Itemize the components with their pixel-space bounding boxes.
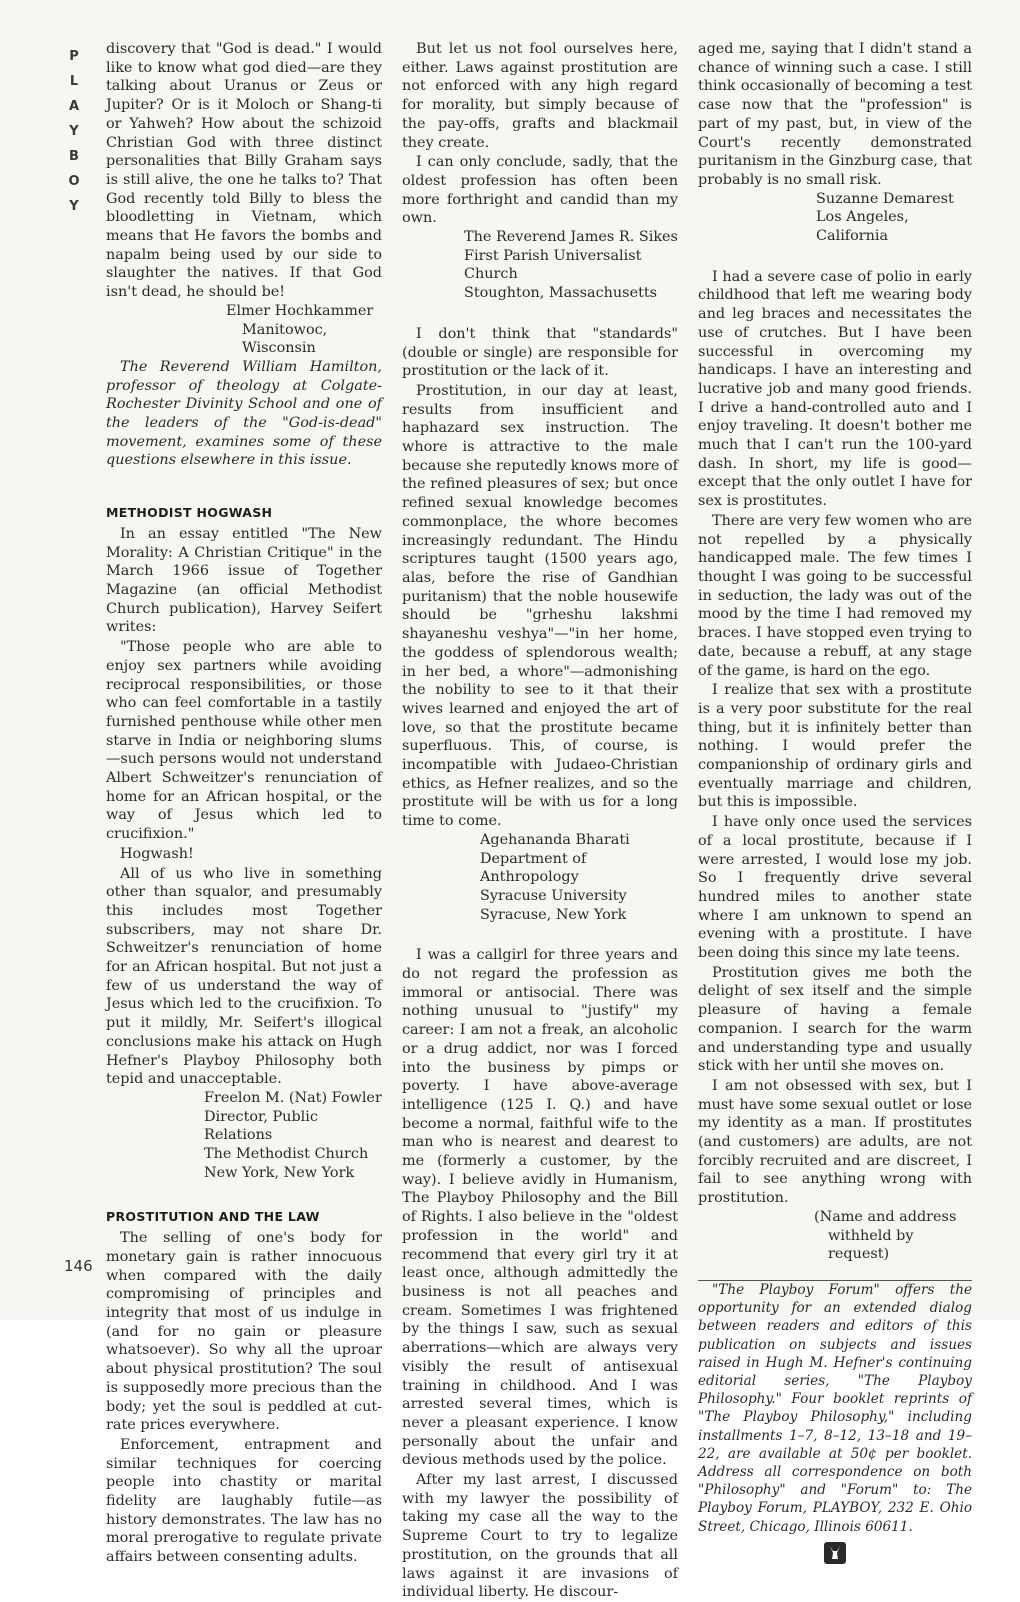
signature-title: Director, Public Relations <box>204 1108 318 1144</box>
signature-organization: The Methodist Church <box>204 1146 369 1163</box>
magazine-name-letter: O <box>68 174 80 189</box>
letter-text: I am not obsessed with sex, but I must have some sexual outlet or lose my identity as a man. If prostitutes (and customers) are adults, are not forcibly recruited and are discreet, I fail to see anything wrong with prostitution. <box>698 1077 972 1207</box>
letter-text: There are very few women who are not repelled by a physically handicapped male. The few times I thought I was going to be successful in seduction, the lady was out of the mood by the time I had removed my braces. I have stopped even trying to date, because a rebuff, at any stage of the game, is hard on the ego. <box>698 512 972 679</box>
letter-signature <box>106 1089 382 1183</box>
letter-text: I don't think that "standards" (double or single) are responsible for prostitution or the lack of it. <box>402 325 678 380</box>
magazine-name-letter: B <box>69 149 79 164</box>
signature-name: The Reverend James R. Sikes <box>464 229 678 246</box>
signature-location: Los Angeles, California <box>816 209 909 245</box>
letter-text: All of us who live in something other than squalor, and presumably this includes most Together subscribers, may not share Dr. Schweitzer's renunciation of home for an African hospital. But not just a few of us understand the way of Jesus which led to the crucifixion. To put it mildly, Mr. Seifert's illogical conclusions make his attack on Hugh Hefner's Playboy Philosophy both tepid and unacceptable. <box>106 865 382 1088</box>
letter-text: The selling of one's body for monetary gain is rather innocuous when compared with the daily compromising of principles and integrity that most of us indulge in (and for no gain or pleasure whatsoever). So why all the uproar about physical prostitution? The soul is supposedly more precious than the body; yet the soul is peddled at cut-rate prices everywhere. <box>106 1230 382 1434</box>
signature-name: Agehananda Bharati <box>480 831 630 848</box>
letter-text: aged me, saying that I didn't stand a chance of winning such a case. I still think occasionally of becoming a test case now that the "profession" is part of my past, but, in view of the Court's recently demonstrated puritanism in the Ginzburg case, that probably is no small risk. <box>698 41 972 188</box>
column-1 <box>106 40 382 1567</box>
letter-text: Prostitution, in our day at least, results from insufficient and haphazard sex instruction. The whore is attractive to the male because she reputedly knows more of the refined pleasures of sex; but once refined sexual knowledge becomes commonplace, the whore becomes increasingly redundant. The Hindu scriptures taught (1500 years ago, alas, before the rise of Gandhian puritanism) that the noble housewife should be "grheshu lakshmi shayaneshu veshya"—"in her home, the goddess of splendorous wealth; in her bed, a whore"—admonishing the nobility to see to it that their wives learned and enjoyed the art of love, so that the prostitute became superfluous. This, of course, is incompatible with Judaeo-Christian ethics, as Hefner realizes, and so the prostitute will be with us for a long time to come. <box>402 382 678 830</box>
editor-note: The Reverend William Hamilton, professor of theology at Colgate-Rochester Divinity School and one of the leaders of the "God-is-dead" movement, examines some of these questions elsewhere in this issue. <box>106 358 382 469</box>
signature-location: Syracuse, New York <box>480 906 627 923</box>
column-2 <box>402 40 678 1602</box>
magazine-name-letter: A <box>68 99 80 114</box>
letter-text: I realize that sex with a prostitute is a very poor substitute for the real thing, but it is infinitely better than nothing. I would prefer the companionship of ordinary girls and eventually marriage and children, but this is impossible. <box>698 682 972 811</box>
magazine-name-letter: Y <box>69 199 79 214</box>
magazine-name-letter: Y <box>69 124 79 139</box>
signature-department: Department of Anthropology <box>480 850 587 886</box>
forum-note: "The Playboy Forum" offers the opportunity for an extended dialog between readers and editors of this publication on subjects and issues raised in Hugh M. Hefner's continuing editorial series, "The Playboy Philosophy." Four booklet reprints of "The Playboy Philosophy," including installments 1–7, 8–12, 13–18 and 19–22, are available at 50¢ per booklet. Address all correspondence on both "Philosophy" and "Forum" to: The Playboy Forum, PLAYBOY, 232 E. Ohio Street, Chicago, Illinois 60611. <box>698 1282 972 1535</box>
letter-text: Prostitution gives me both the delight of sex itself and the simple pleasure of having a female companion. I search for the warm and understanding type and usually stick with her until she moves on. <box>698 964 972 1075</box>
column-3 <box>698 40 972 1564</box>
letter-signature <box>698 1208 972 1264</box>
signature-name: Suzanne Demarest <box>816 190 954 207</box>
signature-organization: First Parish Universalist Church <box>464 247 642 283</box>
letter-text: After my last arrest, I discussed with my lawyer the possibility of taking my case all the way to the Supreme Court to try to legalize prostitution, on the grounds that all laws against it are invasions of individual liberty. He discour- <box>402 1472 678 1601</box>
letter-text: But let us not fool ourselves here, either. Laws against prostitution are not enforced with any high regard for morality, but simply because of the pay-offs, grafts and blackmail they create. <box>402 41 678 151</box>
magazine-name-letter: P <box>69 49 79 64</box>
rabbit-head-logo-icon <box>824 1542 846 1564</box>
letter-text: I had a severe case of polio in early childhood that left me wearing body and leg braces and necessitates the use of crutches. But I have been successful in overcoming my handicaps. I have an interesting and lucrative job and many good friends. I drive a hand-controlled auto and I enjoy traveling. It doesn't bother me much that I can't run the 100-yard dash. In short, my life is good—except that the only outlet I have for sex is prostitutes. <box>698 268 972 510</box>
magazine-name-vertical <box>62 44 86 219</box>
letter-gap <box>402 924 678 946</box>
signature-name: (Name and address <box>814 1208 957 1225</box>
letter-text: I can only conclude, sadly, that the oldest profession has often been more forthright and candid than my own. <box>402 154 678 227</box>
letter-signature <box>698 190 972 246</box>
signature-location: New York, New York <box>204 1164 355 1181</box>
letter-signature <box>402 831 678 925</box>
section-heading: METHODIST HOGWASH <box>106 505 273 521</box>
signature-organization: Syracuse University <box>480 887 627 904</box>
section-heading: PROSTITUTION AND THE LAW <box>106 1209 320 1225</box>
page-number: 146 <box>64 1257 93 1275</box>
letter-gap <box>698 246 972 268</box>
letter-text: Hogwash! <box>120 845 194 862</box>
letter-text: "Those people who are able to enjoy sex partners while avoiding reciprocal responsibilities, or those who can feel comfortable in a tastily furnished penthouse while other men starve in India or neighboring slums—such persons would not understand Albert Schweitzer's renunciation of home for an African hospital, or the way of Jesus which led to crucifixion." <box>106 639 382 843</box>
letter-text: In an essay entitled "The New Morality: A Christian Critique" in the March 1966 issue of Together Magazine (an official Methodist Church publication), Harvey Seifert writes: <box>106 525 382 636</box>
signature-name: Elmer Hochkammer <box>226 302 374 319</box>
letter-signature <box>402 228 678 303</box>
letter-signature <box>106 302 382 358</box>
signature-location: Stoughton, Massachusetts <box>464 285 658 302</box>
letter-gap <box>402 303 678 325</box>
signature-location: Manitowoc, Wisconsin <box>242 321 328 357</box>
letter-text: discovery that "God is dead." I would like to know what god died—are they talking about Uranus or Zeus or Jupiter? Or is it Moloch or Shang-ti or Yahweh? How about the schizoid Christian God with three distinct personalities that Billy Graham says is still alive, the one he talks to? That God recently told Billy to bless the bloodletting in Vietnam, which means that He favors the bombs and napalm being used by our side to slaughter the natives. If that God isn't dead, he should be! <box>106 41 382 301</box>
letter-text: Enforcement, entrapment and similar techniques for coercing people into chastity or marital fidelity are laughably futile—as history demonstrates. The law has no moral prerogative to regulate private affairs between consenting adults. <box>106 1436 382 1566</box>
letter-text: I have only once used the services of a local prostitute, because if I were arrested, I would lose my job. So I frequently drive several hundred miles to another state where I am unknown to spend an evening with a prostitute. I have been doing this since my late teens. <box>698 814 972 962</box>
signature-name: Freelon M. (Nat) Fowler <box>204 1089 382 1106</box>
signature-location: withheld by request) <box>828 1227 914 1263</box>
letter-text: I was a callgirl for three years and do not regard the profession as immoral or antisocial. There was nothing unusual to "justify" my career: I am not a freak, an alcoholic or a drug addict, nor was I forced into the business by pimps or poverty. I have above-average intelligence (125 I. Q.) and have become a normal, faithful wife to the man who is nearest and dearest to me (formerly a customer, by the way). I believe avidly in Humanism, The Playboy Philosophy and the Bill of Rights. I also believe in the "oldest profession in the world" and recommend that every girl try it at least once, although admittedly the business is not all peaches and cream. Sometimes I was frightened by the things I saw, such as sexual aberrations—which are always very visibly the result of antisexual training in childhood. And I was arrested several times, which is never a pleasant experience. I know personally about the unfair and devious methods used by the police. <box>402 947 678 1469</box>
magazine-name-letter: L <box>69 74 79 89</box>
